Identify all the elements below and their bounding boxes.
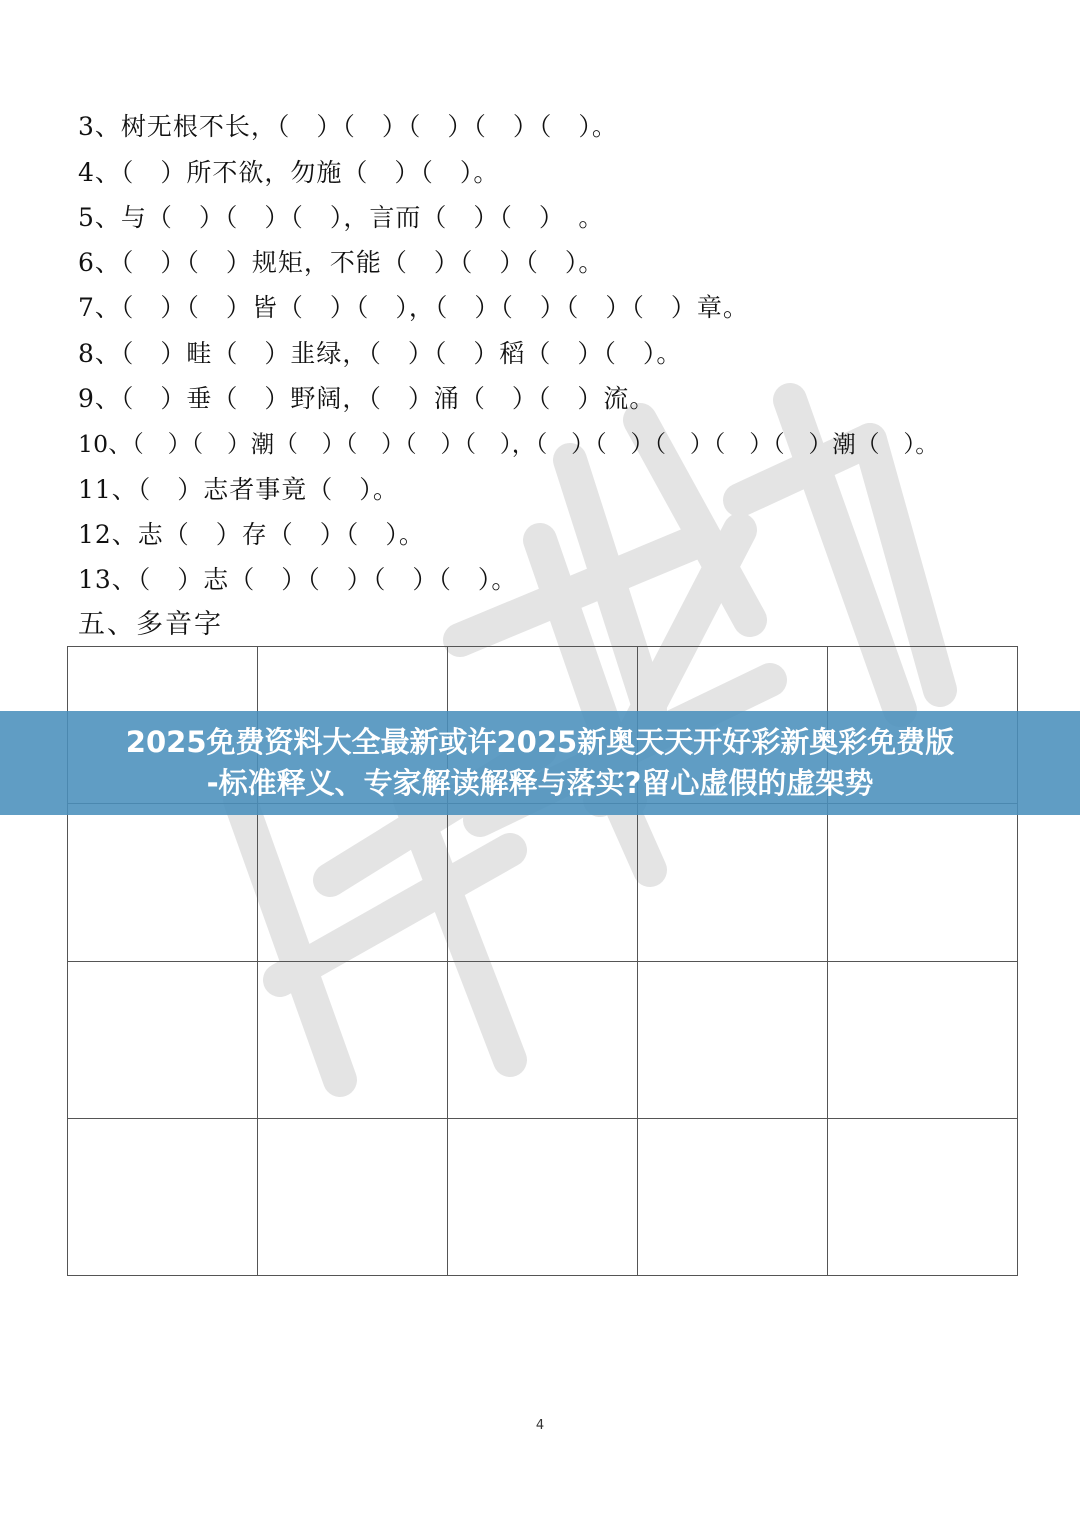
exercise-line-9: 9、（ ）垂（ ）野阔，（ ）涌（ ）（ ）流。: [78, 384, 656, 413]
grid-cell: [828, 1118, 1018, 1275]
grid-cell: [68, 804, 258, 961]
banner-line-1: 2025免费资料大全最新或许2025新奥天天开好彩新奥彩免费版: [125, 725, 955, 759]
page-number: 4: [535, 1418, 545, 1433]
section-title: 五、多音字: [78, 609, 223, 640]
grid-cell: [638, 804, 828, 961]
exercise-line-7: 7、（ ）（ ）皆（ ）（ ），（ ）（ ）（ ）（ ）章。: [78, 293, 749, 322]
exercise-line-5: 5、与（ ）（ ）（ ），言而（ ）（ ） 。: [78, 203, 605, 232]
grid-cell: [68, 1118, 258, 1275]
overlay-banner[interactable]: [0, 711, 1080, 815]
exercise-line-8: 8、（ ）畦（ ）韭绿，（ ）（ ）稻（ ）（ ）。: [78, 339, 683, 368]
exercise-line-6: 6、（ ）（ ）规矩，不能（ ）（ ）（ ）。: [78, 248, 605, 277]
exercise-line-4: 4、（ ）所不欲，勿施（ ）（ ）。: [78, 158, 500, 187]
exercise-line-10: 10、（ ）（ ）潮（ ）（ ）（ ）（ ），（ ）（ ）（ ）（ ）（ ）潮（ ）。: [78, 430, 940, 458]
grid-cell: [68, 961, 258, 1118]
exercise-line-12: 12、志（ ）存（ ）（ ）。: [78, 520, 425, 549]
grid-row: [68, 1118, 1018, 1275]
grid-row: [68, 961, 1018, 1118]
grid-row: [68, 804, 1018, 961]
grid-cell: [258, 804, 448, 961]
grid-cell: [828, 961, 1018, 1118]
grid-cell: [448, 961, 638, 1118]
exercise-line-3: 3、树无根不长，（ ）（ ）（ ）（ ）（ ）。: [78, 112, 618, 141]
exercise-line-13: 13、（ ）志（ ）（ ）（ ）（ ）。: [78, 565, 518, 594]
grid-cell: [258, 961, 448, 1118]
banner-line-2: -标准释义、专家解读解释与落实?留心虚假的虚架势: [206, 766, 874, 800]
grid-cell: [828, 804, 1018, 961]
grid-cell: [448, 1118, 638, 1275]
grid-cell: [638, 961, 828, 1118]
exercise-line-11: 11、（ ）志者事竟（ ）。: [78, 475, 399, 504]
grid-cell: [448, 804, 638, 961]
grid-cell: [638, 1118, 828, 1275]
grid-cell: [258, 1118, 448, 1275]
